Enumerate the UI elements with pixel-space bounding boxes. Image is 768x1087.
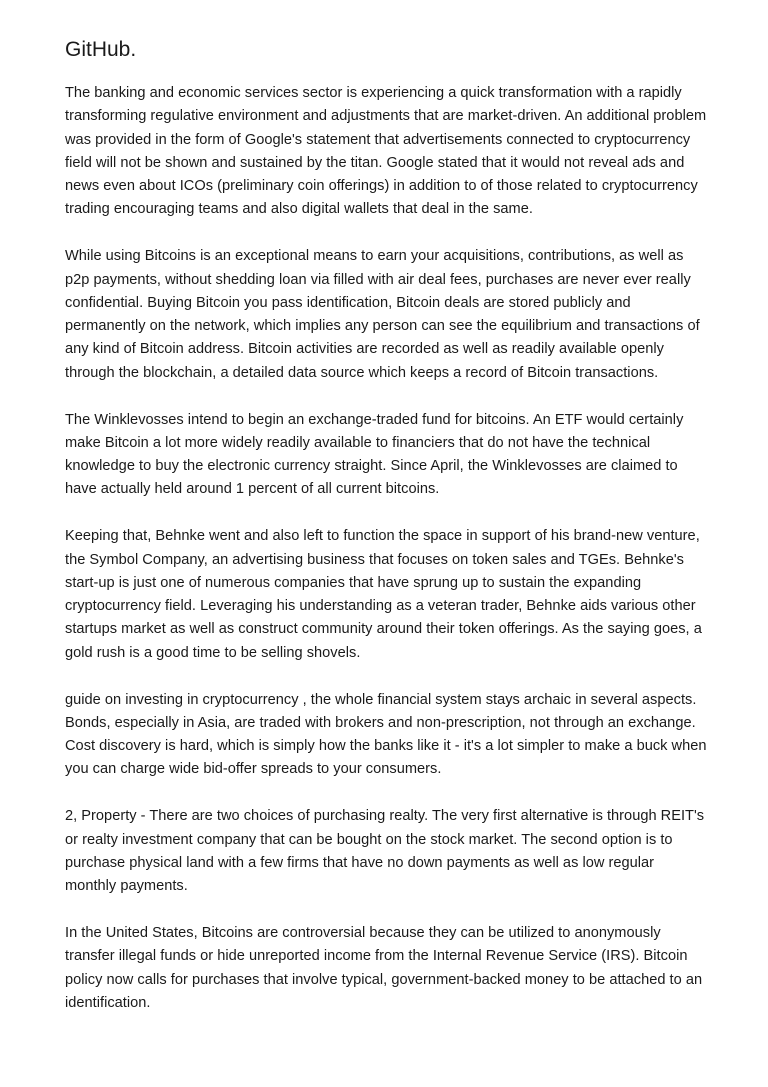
page-title: GitHub. bbox=[65, 38, 137, 61]
paragraph-4: Keeping that, Behnke went and also left to function the space in support of his brand-new venture, the Symbol Company, an advertising business that focuses on token sales and TGEs. Behnke's start-up is just one of numerous companies that have sprung up to sustain the expanding cryptocurrency field. Leveraging his understanding as a veteran trader, Behnke aids various other startups market as well as construct community around their token offerings. As the saying goes, a gold rush is a good time to be selling shovels. bbox=[65, 528, 702, 661]
paragraph-3: The Winklevosses intend to begin an exchange-traded fund for bitcoins. An ETF would certainly make Bitcoin a lot more widely readily available to financiers that do not have the technical knowledge to buy the electronic currency straight. Since April, the Winklevosses are claimed to have actually held around 1 percent of all current bitcoins. bbox=[65, 411, 684, 498]
paragraph-1: The banking and economic services sector is experiencing a quick transformation with a rapidly transforming regulative environment and adjustments that are market-driven. An additional problem was provided in the form of Google's statement that advertisements connected to cryptocurrency field will not be shown and sustained by the titan. Google stated that it would not reveal ads and news even about ICOs (preliminary coin offerings) in addition to of those related to cryptocurrency trading encouraging teams and also digital wallets that deal in the same. bbox=[65, 85, 707, 218]
paragraph-7: In the United States, Bitcoins are controversial because they can be utilized to anonymously transfer illegal funds or hide unreported income from the Internal Revenue Service (IRS). Bitcoin policy now calls for purchases that involve typical, government-backed money to be attached to an identification. bbox=[65, 924, 703, 1011]
paragraph-5: guide on investing in cryptocurrency , the whole financial system stays archaic in several aspects. Bonds, especially in Asia, are traded with brokers and non-prescription, not through an exchange. Cost discovery is hard, which is simply how the banks like it - it's a lot simpler to make a buck when you can charge wide bid-offer spreads to your consumers. bbox=[65, 691, 707, 778]
document-body bbox=[65, 82, 708, 1015]
paragraph-6: 2, Property - There are two choices of purchasing realty. The very first alternative is through REIT's or realty investment company that can be bought on the stock market. The second option is to purchase physical land with a few firms that have no down payments as well as low regular monthly payments. bbox=[65, 808, 705, 895]
paragraph-2: While using Bitcoins is an exceptional means to earn your acquisitions, contributions, as well as p2p payments, without shedding loan via filled with air deal fees, purchases are never ever really confidential. Buying Bitcoin you pass identification, Bitcoin deals are stored publicly and permanently on the network, which implies any person can see the equilibrium and transactions of any kind of Bitcoin address. Bitcoin activities are recorded as well as readily available openly through the blockchain, a detailed data source which keeps a record of Bitcoin transactions. bbox=[65, 248, 700, 381]
